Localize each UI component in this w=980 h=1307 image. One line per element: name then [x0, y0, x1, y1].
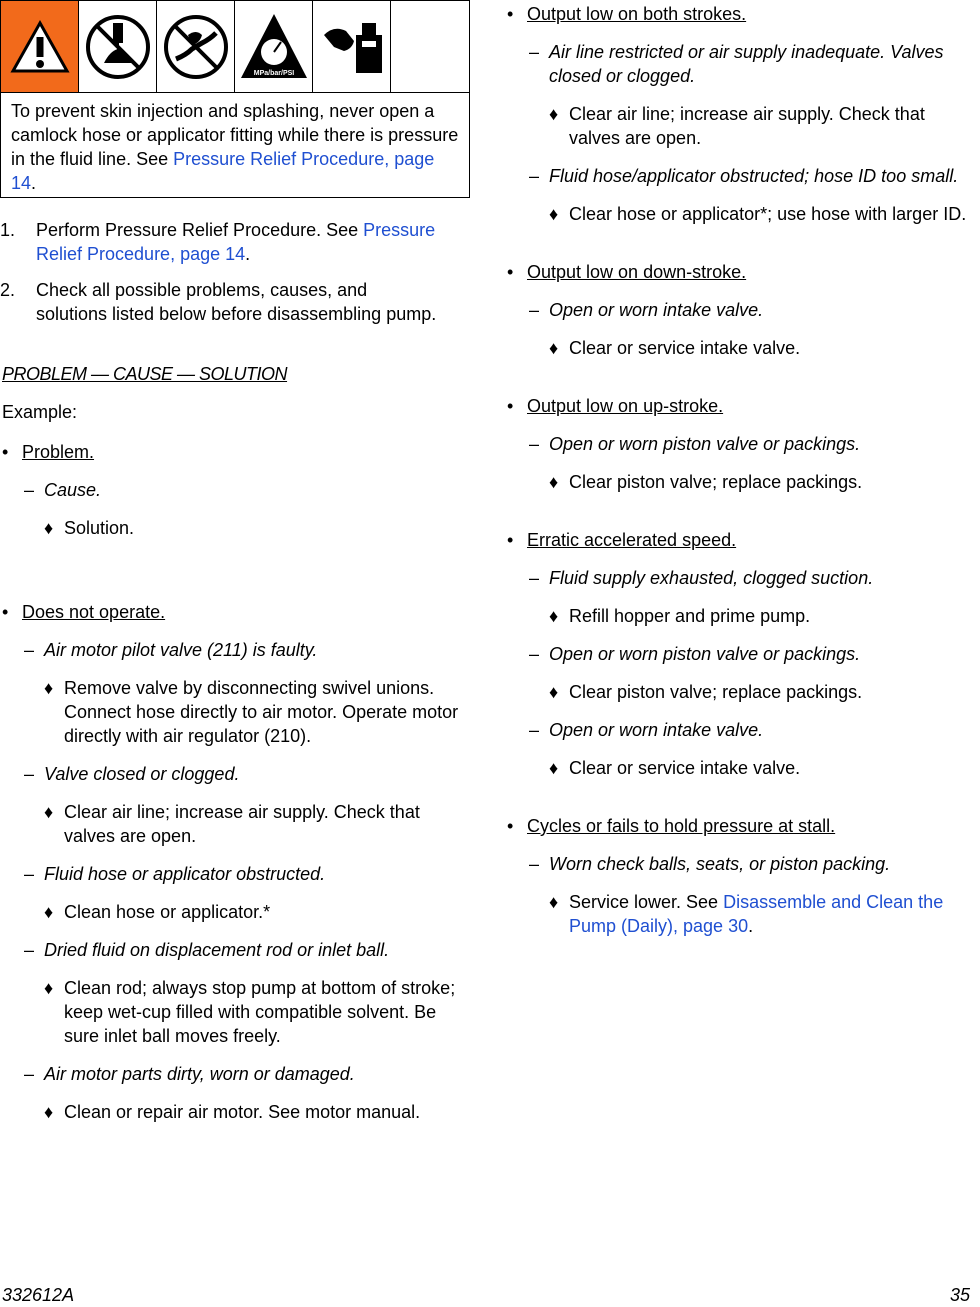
step-number: 1.: [0, 220, 16, 240]
cause-text: Air motor parts dirty, worn or damaged.: [44, 1064, 355, 1084]
dash-icon: –: [529, 434, 540, 454]
bullet-icon: •: [507, 530, 514, 550]
cause-item: [529, 852, 979, 876]
bullet-icon: •: [2, 442, 9, 462]
cause-item: [24, 478, 452, 502]
cause-text: Open or worn piston valve or packings.: [549, 644, 861, 664]
solution-item: [44, 800, 472, 848]
page-number: 35: [949, 1285, 970, 1305]
diamond-icon: ♦: [44, 518, 54, 538]
step-item: [0, 218, 440, 266]
solution-message: Clear air line; increase air supply. Check that valves are open.: [569, 104, 925, 148]
step-period: .: [245, 244, 251, 264]
doc-number: 332612A: [2, 1285, 75, 1305]
diamond-icon: ♦: [549, 758, 559, 778]
cause-text: Worn check balls, seats, or piston packing.: [549, 854, 891, 874]
dash-icon: –: [24, 940, 35, 960]
dash-icon: –: [24, 1064, 35, 1084]
dash-icon: –: [529, 720, 540, 740]
solution-item: [549, 680, 979, 704]
diamond-icon: ♦: [44, 1102, 54, 1122]
solution-text: Solution.: [64, 518, 135, 538]
solution-text: [569, 336, 800, 360]
solution-item: [549, 470, 979, 494]
diamond-icon: ♦: [549, 606, 559, 626]
dash-icon: –: [24, 480, 35, 500]
solution-text: [569, 202, 966, 226]
cause-item: [529, 432, 979, 456]
solution-item: [44, 516, 452, 540]
cause-text: Fluid hose or applicator obstructed.: [44, 864, 326, 884]
cause-text: Air line restricted or air supply inadequate. Valves closed or clogged.: [549, 42, 944, 86]
pressure-gauge-icon: [235, 1, 313, 92]
empty-icon-cell: [391, 1, 469, 92]
warning-period: .: [31, 173, 37, 193]
solution-text: [64, 1100, 420, 1124]
pressure-relief-step-link[interactable]: Pressure Relief Procedure, page 14: [36, 220, 436, 264]
solution-text: [64, 800, 472, 848]
cause-text: Dried fluid on displacement rod or inlet ball.: [44, 940, 390, 960]
problem-item: [507, 814, 979, 838]
problem-item: [507, 2, 979, 26]
cause-text: Open or worn intake valve.: [549, 720, 764, 740]
step-message: Perform Pressure Relief Procedure. See: [36, 220, 364, 240]
solution-item: [44, 900, 472, 924]
problem-text: Output low on both strokes.: [527, 4, 747, 24]
problem-group: [507, 260, 979, 360]
solution-message: Clean hose or applicator.*: [64, 902, 271, 922]
problem-group: [507, 814, 979, 938]
no-hand-near-spray-icon: [79, 1, 157, 92]
cause-item: [24, 938, 472, 962]
cause-text: Fluid supply exhausted, clogged suction.: [549, 568, 874, 588]
solution-message: Clear or service intake valve.: [569, 338, 801, 358]
solution-item: [44, 676, 472, 748]
problem-group: [507, 394, 979, 494]
example-label: Example:: [2, 402, 78, 422]
solution-item: [44, 1100, 472, 1124]
dash-icon: –: [529, 568, 540, 588]
solution-message: Clear air line; increase air supply. Check that valves are open.: [64, 802, 420, 846]
solution-message: Clear hose or applicator*; use hose with larger ID.: [569, 204, 967, 224]
solution-message: Remove valve by disconnecting swivel unions. Connect hose directly to air motor. Operate motor directly with air regulator (210).: [64, 678, 459, 746]
problem-item: [2, 600, 472, 624]
cause-text: Valve closed or clogged.: [44, 764, 240, 784]
problem-item: [507, 260, 979, 284]
example-block: [2, 440, 452, 540]
bullet-icon: •: [507, 396, 514, 416]
problem-group: [2, 600, 472, 1124]
diamond-icon: ♦: [549, 104, 559, 124]
solution-message: Clear piston valve; replace packings.: [569, 682, 863, 702]
solution-message: Clean rod; always stop pump at bottom of stroke; keep wet-cup filled with compatible solvent. Be sure inlet ball moves freely.: [64, 978, 456, 1046]
dash-icon: –: [24, 764, 35, 784]
problem-text: Erratic accelerated speed.: [527, 530, 737, 550]
diamond-icon: ♦: [549, 204, 559, 224]
step-text: Check all possible problems, causes, and solutions listed below before disassembling pump.: [36, 280, 437, 324]
solution-period: .: [748, 916, 754, 936]
warning-message: To prevent skin injection and splashing, never open a camlock hose or applicator fitting while there is pressure in the fluid line. See: [11, 101, 459, 169]
solution-text: [64, 976, 472, 1048]
solution-text: [569, 102, 979, 150]
solution-item: [549, 890, 979, 938]
solution-text: [569, 890, 979, 938]
step-list: [0, 218, 440, 338]
cause-item: [24, 862, 472, 886]
warning-box: [0, 0, 470, 198]
problem-text: Output low on up-stroke.: [527, 396, 724, 416]
bullet-icon: •: [2, 602, 9, 622]
bullet-icon: •: [507, 816, 514, 836]
solution-message: Clear piston valve; replace packings.: [569, 472, 863, 492]
diamond-icon: ♦: [549, 338, 559, 358]
solution-item: [549, 102, 979, 150]
warning-text: [1, 93, 469, 195]
diamond-icon: ♦: [44, 802, 54, 822]
step-text: [36, 218, 440, 266]
solution-item: [549, 756, 979, 780]
cause-text: Open or worn intake valve.: [549, 300, 764, 320]
cause-item: [529, 164, 979, 188]
section-heading: PROBLEM — CAUSE — SOLUTION: [2, 364, 288, 384]
diamond-icon: ♦: [44, 678, 54, 698]
cause-text: Cause.: [44, 480, 102, 500]
cause-item: [529, 298, 979, 322]
problem-item: [507, 528, 979, 552]
problem-text: Cycles or fails to hold pressure at stall.: [527, 816, 836, 836]
step-item: [0, 278, 440, 326]
problem-item: [507, 394, 979, 418]
cause-item: [529, 40, 979, 88]
solution-item: [549, 336, 979, 360]
solution-message: Refill hopper and prime pump.: [569, 606, 811, 626]
warning-triangle-icon: [1, 1, 79, 92]
solution-item: [549, 202, 979, 226]
step-number: 2.: [0, 280, 16, 300]
solution-message: Clean or repair air motor. See motor manual.: [64, 1102, 421, 1122]
solution-text: [569, 470, 862, 494]
cause-text: Air motor pilot valve (211) is faulty.: [44, 640, 318, 660]
dash-icon: –: [529, 854, 540, 874]
problem-item: [2, 440, 452, 464]
solution-link[interactable]: Disassemble and Clean the Pump (Daily), page 30: [569, 892, 944, 936]
solution-message: Clear or service intake valve.: [569, 758, 801, 778]
diamond-icon: ♦: [44, 902, 54, 922]
solution-text: [64, 676, 472, 748]
solution-text: [569, 604, 810, 628]
diamond-icon: ♦: [549, 892, 559, 912]
dash-icon: –: [529, 300, 540, 320]
cause-item: [24, 1062, 472, 1086]
gauge-label: MPa/bar/PSI: [253, 69, 294, 77]
dash-icon: –: [24, 864, 35, 884]
solution-text: [64, 900, 270, 924]
dash-icon: –: [529, 644, 540, 664]
solution-message: Service lower. See: [569, 892, 724, 912]
solution-item: [549, 604, 979, 628]
solution-item: [44, 976, 472, 1048]
problem-text: Output low on down-stroke.: [527, 262, 747, 282]
bullet-icon: •: [507, 262, 514, 282]
cause-item: [529, 718, 979, 742]
cause-item: [24, 762, 472, 786]
warning-icons-row: [1, 1, 469, 93]
no-disconnect-hose-icon: [157, 1, 235, 92]
diamond-icon: ♦: [549, 472, 559, 492]
diamond-icon: ♦: [549, 682, 559, 702]
cause-item: [529, 642, 979, 666]
cause-item: [24, 638, 472, 662]
cause-item: [529, 566, 979, 590]
problem-text: Does not operate.: [22, 602, 166, 622]
problem-group: [507, 2, 979, 226]
problem-list: [507, 2, 979, 972]
diamond-icon: ♦: [44, 978, 54, 998]
cause-text: Open or worn piston valve or packings.: [549, 434, 861, 454]
solution-text: [569, 756, 800, 780]
problem-block: [2, 600, 472, 1124]
pressure-relief-link[interactable]: Pressure Relief Procedure, page 14: [11, 149, 435, 193]
problem-group: [507, 528, 979, 780]
moving-parts-hand-icon: [313, 1, 391, 92]
dash-icon: –: [529, 166, 540, 186]
problem-text: Problem.: [22, 442, 95, 462]
dash-icon: –: [24, 640, 35, 660]
solution-text: [569, 680, 862, 704]
dash-icon: –: [529, 42, 540, 62]
bullet-icon: •: [507, 4, 514, 24]
cause-text: Fluid hose/applicator obstructed; hose ID too small.: [549, 166, 959, 186]
